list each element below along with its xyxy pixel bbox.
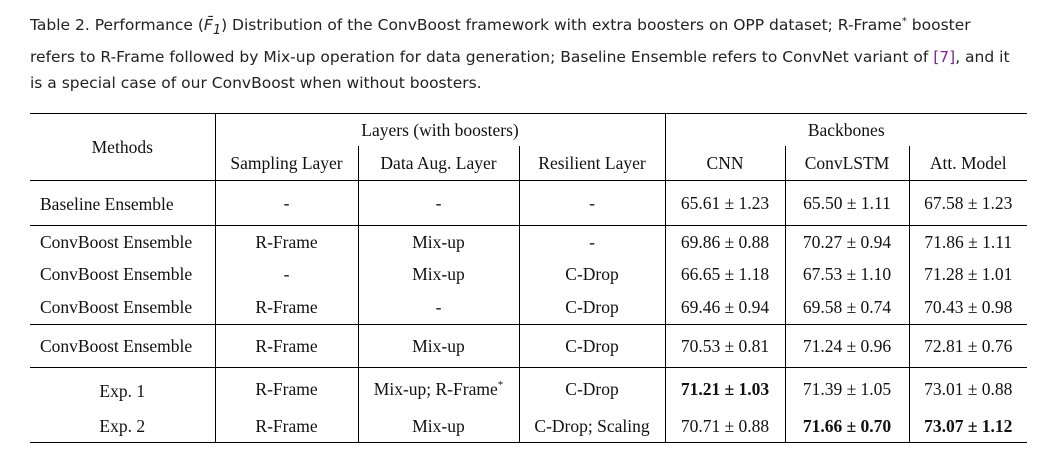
header-backbones-group: Backbones [665,114,1027,147]
cell-att: 73.01 ± 0.88 [909,368,1027,411]
cell-sampling: R-Frame [215,226,358,259]
cell-resilient: C-Drop [519,258,665,290]
cell-cnn-best: 71.21 ± 1.03 [665,368,785,411]
cell-sampling: R-Frame [215,290,358,325]
table-row [30,410,1027,443]
cell-att-best: 73.07 ± 1.12 [909,410,1027,443]
cell-data-aug: Mix-up [358,258,519,290]
cell-att: 70.43 ± 0.98 [909,290,1027,325]
cell-att: 71.28 ± 1.01 [909,258,1027,290]
cell-method: ConvBoost Ensemble [40,335,193,356]
cell-method: ConvBoost Ensemble [40,231,193,252]
cell-sampling: R-Frame [215,325,358,368]
table-row [30,258,1027,290]
cell-resilient: C-Drop [519,325,665,368]
cell-att: 72.81 ± 0.76 [909,325,1027,368]
cell-convlstm: 71.24 ± 0.96 [785,325,909,368]
header-convlstm: ConvLSTM [785,146,909,181]
caption-middle: ) Distribution of the ConvBoost framework with extra boosters on OPP dataset; R-Frame [221,16,902,34]
cell-method: Exp. 2 [99,415,146,436]
cell-resilient: - [519,226,665,259]
cell-sampling: - [215,258,358,290]
cell-method: Exp. 1 [99,380,146,401]
cell-convlstm: 69.58 ± 0.74 [785,290,909,325]
header-layers-group: Layers (with boosters) [215,114,665,147]
cell-convlstm: 70.27 ± 0.94 [785,226,909,259]
cell-data-aug: - [358,181,519,226]
header-cnn: CNN [665,146,785,181]
table-row [30,226,1027,259]
cell-sampling: R-Frame [215,368,358,411]
cell-method: ConvBoost Ensemble [40,263,193,284]
cell-cnn: 70.53 ± 0.81 [665,325,785,368]
cell-cnn: 70.71 ± 0.88 [665,410,785,443]
cell-convlstm: 65.50 ± 1.11 [785,181,909,226]
cell-resilient: C-Drop [519,368,665,411]
cell-cnn: 66.65 ± 1.18 [665,258,785,290]
cell-method: Baseline Ensemble [40,193,174,214]
cell-data-aug: - [358,290,519,325]
cell-convlstm: 67.53 ± 1.10 [785,258,909,290]
table-caption [30,12,1020,96]
results-table [30,113,1027,443]
cell-data-aug: Mix-up; R-Frame* [358,368,519,411]
caption-star: * [901,15,907,27]
cell-att: 67.58 ± 1.23 [909,181,1027,226]
caption-metric: $F̄_1$ [203,16,222,39]
cell-convlstm-best: 71.66 ± 0.70 [785,410,909,443]
table-row [30,368,1027,411]
table-row [30,290,1027,325]
header-data-aug: Data Aug. Layer [358,146,519,181]
table-row [30,325,1027,368]
cell-cnn: 69.86 ± 0.88 [665,226,785,259]
cell-sampling: - [215,181,358,226]
cell-cnn: 69.46 ± 0.94 [665,290,785,325]
header-att: Att. Model [909,146,1027,181]
cell-sampling: R-Frame [215,410,358,443]
header-row-1 [30,114,1027,147]
cell-data-aug: Mix-up [358,410,519,443]
cell-data-aug: Mix-up [358,325,519,368]
cell-resilient: C-Drop; Scaling [519,410,665,443]
cell-data-aug: Mix-up [358,226,519,259]
table-row [30,181,1027,226]
caption-rest: booster refers to R-Frame followed by Mix-up operation for data generation; Baseline Ensemble refers to ConvNet variant of [30,16,971,67]
header-resilient: Resilient Layer [519,146,665,181]
header-sampling: Sampling Layer [215,146,358,181]
cell-resilient: C-Drop [519,290,665,325]
cell-resilient: - [519,181,665,226]
cell-att: 71.86 ± 1.11 [909,226,1027,259]
cell-method: ConvBoost Ensemble [40,296,193,317]
citation-link[interactable]: [7] [933,48,956,67]
cell-cnn: 65.61 ± 1.23 [665,181,785,226]
caption-prefix: Table 2. Performance ( [30,16,204,34]
header-methods: Methods [30,114,215,181]
caption-tail: , and it is a special case of our ConvBoost when without boosters. [30,48,1010,93]
cell-convlstm: 71.39 ± 1.05 [785,368,909,411]
